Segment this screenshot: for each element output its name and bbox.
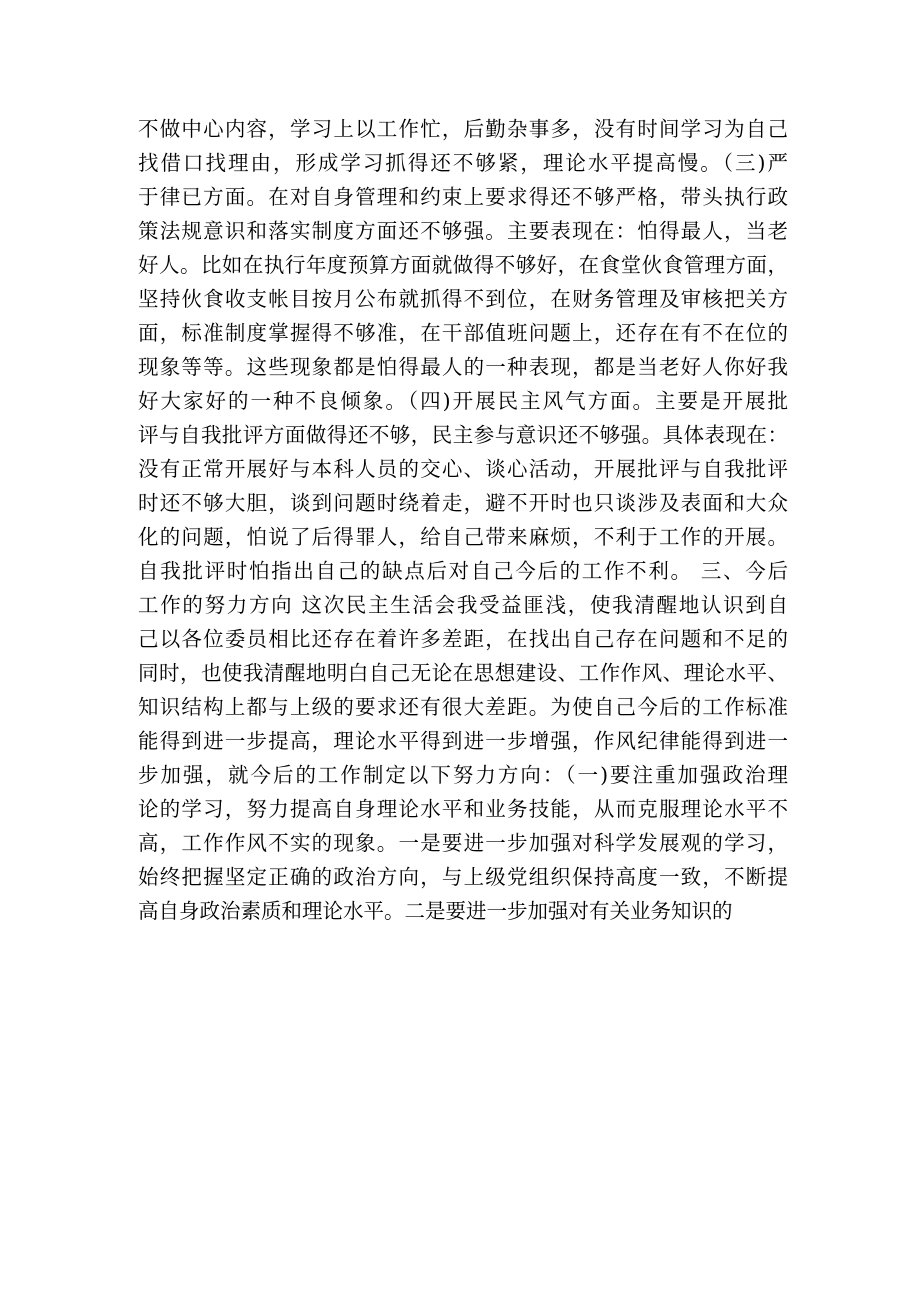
- text-line: 始终把握坚定正确的政治方向，与上级党组织保持高度一致，不断提: [138, 865, 788, 889]
- text-line: 自我批评时怕指出自己的缺点后对自己今后的工作不利。 三、今后: [138, 559, 788, 583]
- text-line: 能得到进一步提高，理论水平得到进一步增强，作风纪律能得到进一: [138, 729, 788, 753]
- text-line: 步加强，就今后的工作制定以下努力方向：（一)要注重加强政治理: [138, 763, 788, 787]
- text-line: 于律已方面。在对自身管理和约束上要求得还不够严格，带头执行政: [138, 185, 788, 209]
- text-line: 好人。比如在执行年度预算方面就做得不够好，在食堂伙食管理方面，: [138, 253, 788, 277]
- text-line: 找借口找理由，形成学习抓得还不够紧，理论水平提高慢。（三)严: [138, 151, 788, 175]
- text-line: 同时，也使我清醒地明白自己无论在思想建设、工作作风、理论水平、: [138, 661, 788, 685]
- text-line: 知识结构上都与上级的要求还有很大差距。为使自己今后的工作标准: [138, 695, 788, 719]
- text-line: 没有正常开展好与本科人员的交心、谈心活动，开展批评与自我批评: [138, 457, 788, 481]
- text-line: 好大家好的一种不良倾象。（四)开展民主风气方面。主要是开展批: [138, 389, 788, 413]
- text-line: 面，标准制度掌握得不够准，在干部值班问题上，还存在有不在位的: [138, 321, 788, 345]
- text-line: 坚持伙食收支帐目按月公布就抓得不到位，在财务管理及审核把关方: [138, 287, 788, 311]
- text-line: 评与自我批评方面做得还不够，民主参与意识还不够强。具体表现在：: [138, 423, 788, 447]
- text-line: 不做中心内容，学习上以工作忙，后勤杂事多，没有时间学习为自己: [138, 117, 788, 141]
- text-line: 高自身政治素质和理论水平。二是要进一步加强对有关业务知识的: [138, 899, 733, 923]
- text-line: 策法规意识和落实制度方面还不够强。主要表现在：怕得最人，当老: [138, 219, 788, 243]
- text-line: 论的学习，努力提高自身理论水平和业务技能，从而克服理论水平不: [138, 797, 788, 821]
- text-line: 工作的努力方向 这次民主生活会我受益匪浅，使我清醒地认识到自: [138, 593, 788, 617]
- text-line: 化的问题，怕说了后得罪人，给自己带来麻烦，不利于工作的开展。: [138, 525, 788, 549]
- text-line: 高，工作作风不实的现象。一是要进一步加强对科学发展观的学习，: [138, 831, 788, 855]
- text-line: 现象等等。这些现象都是怕得最人的一种表现，都是当老好人你好我: [138, 355, 788, 379]
- text-line: 己以各位委员相比还存在着许多差距，在找出自己存在问题和不足的: [138, 627, 788, 651]
- body-text: [138, 112, 788, 928]
- text-line: 时还不够大胆，谈到问题时绕着走，避不开时也只谈涉及表面和大众: [138, 491, 788, 515]
